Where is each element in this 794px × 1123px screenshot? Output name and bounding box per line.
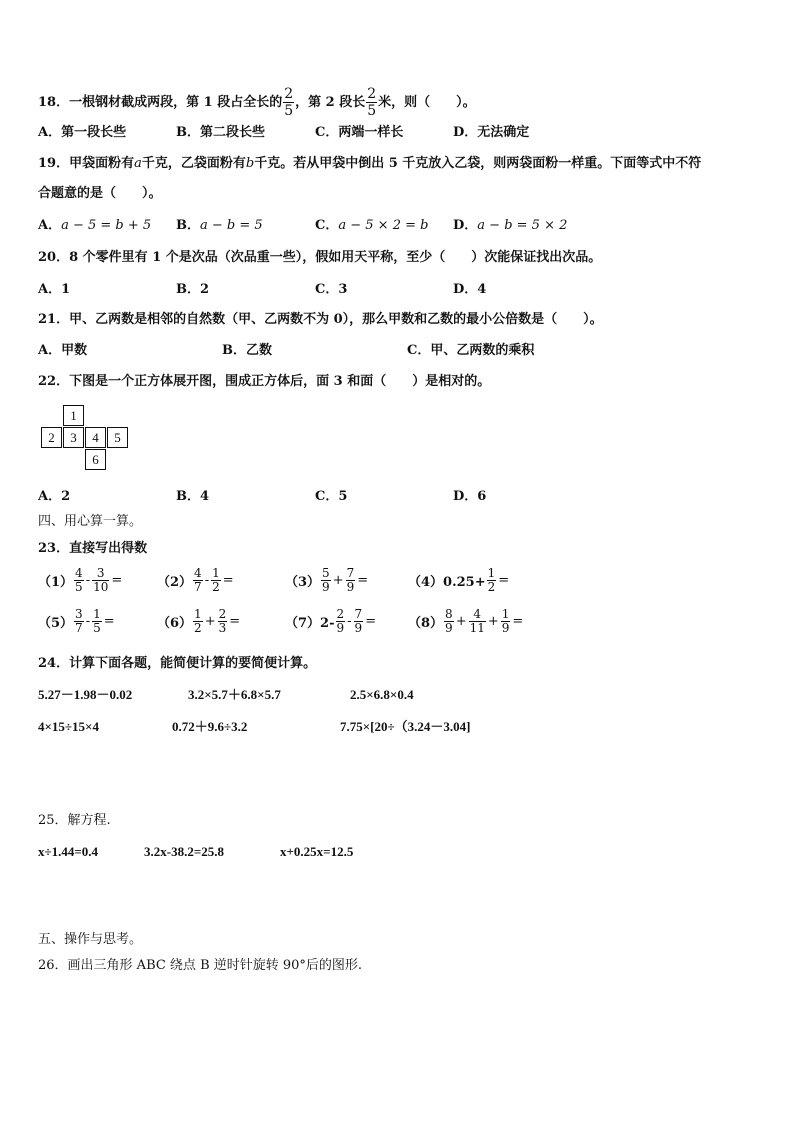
q23-fraction — [354, 608, 364, 635]
q23-operator: + — [455, 614, 467, 629]
q23-fraction-denominator: 9 — [346, 580, 355, 594]
q23-fraction-denominator: 5 — [75, 580, 83, 594]
q23-fraction-numerator: 2 — [336, 607, 345, 621]
q18-option-d: D．无法确定 — [453, 125, 530, 140]
q23-fraction — [321, 567, 331, 594]
q24-expr-2: 3.2×5.7＋6.8×5.7 — [188, 687, 281, 702]
q23-fraction-denominator: 11 — [469, 621, 485, 635]
q23-item-label: （5） — [38, 616, 74, 631]
q24-expr-1: 5.27－1.98－0.02 — [38, 687, 133, 702]
q23-fraction-denominator: 3 — [218, 621, 227, 635]
q22-stem: 22．下图是一个正方体展开图，围成正方体后，面 3 和面（ ）是相对的。 — [38, 374, 491, 389]
q23-fraction-denominator: 9 — [445, 621, 453, 635]
q19-var-b: b — [245, 156, 255, 171]
q23-operator: = — [222, 573, 234, 588]
q23-item-3 — [285, 567, 369, 594]
net-face-row-3: 4 — [85, 427, 106, 448]
q23-fraction — [487, 567, 497, 594]
q23-item-5 — [38, 608, 116, 635]
q23-fraction-denominator: 7 — [75, 621, 83, 635]
q23-item-label: （7）2- — [285, 616, 335, 631]
q23-operator: - — [85, 573, 91, 588]
q23-fraction — [211, 567, 221, 594]
q23-operator: - — [347, 614, 352, 629]
q23-fraction-numerator: 5 — [322, 566, 330, 580]
section-4-heading: 四、用心算一算。 — [38, 514, 143, 529]
q22-option-d: D．6 — [453, 489, 487, 504]
q23-fraction-numerator: 4 — [473, 607, 482, 621]
q23-operator: = — [111, 573, 123, 588]
q20-option-b: B．2 — [176, 282, 210, 297]
q23-fraction-numerator: 3 — [96, 566, 105, 580]
q23-fraction-denominator: 9 — [354, 621, 363, 635]
q23-item-2 — [157, 567, 235, 594]
q19-option-b: B．a − b = 5 — [176, 218, 263, 233]
q23-operator: = — [103, 614, 115, 629]
q24-expr-3: 2.5×6.8×0.4 — [350, 687, 414, 702]
q23-item-label: （3） — [285, 575, 321, 590]
q18-fraction-1: $\frac{2}{5}$ — [284, 86, 294, 119]
q18-stem-part2: ，第 2 段长 — [295, 95, 366, 110]
q21-stem: 21．甲、乙两数是相邻的自然数（甲、乙两数不为 0），那么甲数和乙数的最小公倍数是（ ）。 — [38, 312, 603, 327]
q23-fraction-numerator: 4 — [194, 566, 202, 580]
q23-item-6 — [157, 608, 241, 635]
q26-stem: 26．画出三角形 ABC 绕点 B 逆时针旋转 90°后的图形. — [38, 958, 363, 973]
q23-stem: 23．直接写出得数 — [38, 541, 148, 556]
q23-fraction-denominator: 2 — [487, 580, 496, 594]
q18-stem-part3: 米，则（ ）。 — [378, 95, 476, 110]
q24-expr-5: 0.72＋9.6÷3.2 — [172, 719, 248, 734]
q23-operator: = — [365, 614, 377, 629]
q22-option-c: C．5 — [315, 489, 348, 504]
q23-fraction — [346, 567, 356, 594]
q23-operator: + — [487, 614, 499, 629]
net-face-row-2: 3 — [63, 427, 84, 448]
q23-item-8 — [408, 608, 524, 635]
q23-fraction-numerator: 7 — [354, 607, 363, 621]
q25-equation-1: x÷1.44=0.4 — [38, 844, 99, 859]
net-face-bottom: 6 — [85, 449, 106, 470]
q23-fraction-denominator: 9 — [501, 621, 510, 635]
q20-stem: 20．8 个零件里有 1 个是次品（次品重一些），假如用天平称，至少（ ）次能保证找出次品。 — [38, 250, 602, 265]
q23-operator: = — [512, 614, 524, 629]
q23-fraction-denominator: 2 — [194, 621, 202, 635]
q20-option-d: D．4 — [453, 282, 487, 297]
q23-fraction — [74, 567, 84, 594]
q24-expr-6: 7.75×[20÷（3.24－3.04] — [340, 719, 471, 734]
q23-fraction — [92, 608, 102, 635]
q23-fraction-denominator: 2 — [212, 580, 220, 594]
q19-var-a: a — [134, 156, 142, 171]
q22-option-a: A．2 — [38, 489, 71, 504]
q19-stem-line1: 19．甲袋面粉有a千克，乙袋面粉有b千克。若从甲袋中倒出 5 千克放入乙袋，则两袋面粉一样重。下面等式中不符 — [38, 156, 702, 171]
q23-fraction-numerator: 1 — [194, 607, 202, 621]
q25-equation-3: x+0.25x=12.5 — [280, 844, 354, 859]
q18-option-c: C．两端一样长 — [315, 125, 404, 140]
q23-fraction-numerator: 1 — [212, 566, 220, 580]
q20-option-c: C．3 — [315, 282, 348, 297]
q25-stem: 25．解方程. — [38, 813, 111, 828]
q23-fraction — [218, 608, 228, 635]
q18-stem — [38, 86, 476, 119]
q23-item-label: （1） — [38, 575, 74, 590]
q22-option-b: B．4 — [176, 489, 210, 504]
q23-item-1 — [38, 567, 123, 594]
q23-fraction-denominator: 9 — [336, 621, 345, 635]
q19-option-c: C．a − 5 × 2 = b — [315, 218, 429, 233]
q23-item-label: （8） — [408, 616, 444, 631]
q18-stem-part1: 18．一根钢材截成两段，第 1 段占全长的 — [38, 95, 283, 110]
q23-operator: = — [357, 573, 369, 588]
q20-option-a: A．1 — [38, 282, 71, 297]
q18-fraction-2: $\frac{2}{5}$ — [367, 86, 377, 119]
section-5-heading: 五、操作与思考。 — [38, 932, 143, 947]
q25-equation-2: 3.2x-38.2=25.8 — [144, 844, 224, 859]
q23-fraction-numerator: 1 — [93, 607, 101, 621]
q19-option-a: A．a − 5 = b + 5 — [38, 218, 152, 233]
q23-item-label: （2） — [157, 575, 193, 590]
q23-fraction — [92, 567, 109, 594]
q23-operator: + — [204, 614, 216, 629]
q23-fraction-numerator: 1 — [501, 607, 510, 621]
q23-item-label: （6） — [157, 616, 193, 631]
q21-option-b: B．乙数 — [222, 343, 272, 358]
q23-fraction-numerator: 3 — [75, 607, 83, 621]
q23-fraction-numerator: 1 — [487, 566, 496, 580]
q23-fraction — [469, 608, 486, 635]
q24-expr-4: 4×15÷15×4 — [38, 719, 99, 734]
q23-fraction-numerator: 2 — [218, 607, 227, 621]
q23-fraction — [501, 608, 511, 635]
q23-fraction-denominator: 10 — [93, 580, 109, 594]
q23-fraction — [444, 608, 454, 635]
q19-option-d: D．a − b = 5 × 2 — [453, 218, 568, 233]
net-face-row-4: 5 — [107, 427, 128, 448]
q23-fraction-numerator: 7 — [346, 566, 355, 580]
net-face-top: 1 — [63, 405, 84, 426]
q21-option-c: C．甲、乙两数的乘积 — [407, 343, 535, 358]
q23-operator: - — [204, 573, 210, 588]
q23-operator: = — [498, 573, 510, 588]
q23-operator: = — [229, 614, 241, 629]
q23-fraction-denominator: 5 — [93, 621, 101, 635]
q23-fraction-numerator: 4 — [75, 566, 83, 580]
q23-fraction-denominator: 9 — [322, 580, 330, 594]
q23-operator: - — [85, 614, 91, 629]
q23-operator: + — [332, 573, 344, 588]
q23-fraction — [193, 608, 203, 635]
q23-item-4 — [408, 567, 510, 594]
q21-option-a: A．甲数 — [38, 343, 88, 358]
q23-fraction — [193, 567, 203, 594]
q23-fraction — [74, 608, 84, 635]
q23-fraction — [336, 608, 346, 635]
q19-stem-line2: 合题意的是（ ）。 — [38, 186, 162, 201]
q23-fraction-denominator: 7 — [194, 580, 202, 594]
q23-item-7 — [285, 608, 377, 635]
q23-fraction-numerator: 8 — [445, 607, 453, 621]
q24-stem: 24．计算下面各题，能简便计算的要简便计算。 — [38, 656, 317, 671]
net-face-row-1: 2 — [41, 427, 62, 448]
q23-item-label: （4）0.25+ — [408, 575, 486, 590]
q18-option-b: B．第二段长些 — [176, 125, 265, 140]
q18-option-a: A．第一段长些 — [38, 125, 127, 140]
